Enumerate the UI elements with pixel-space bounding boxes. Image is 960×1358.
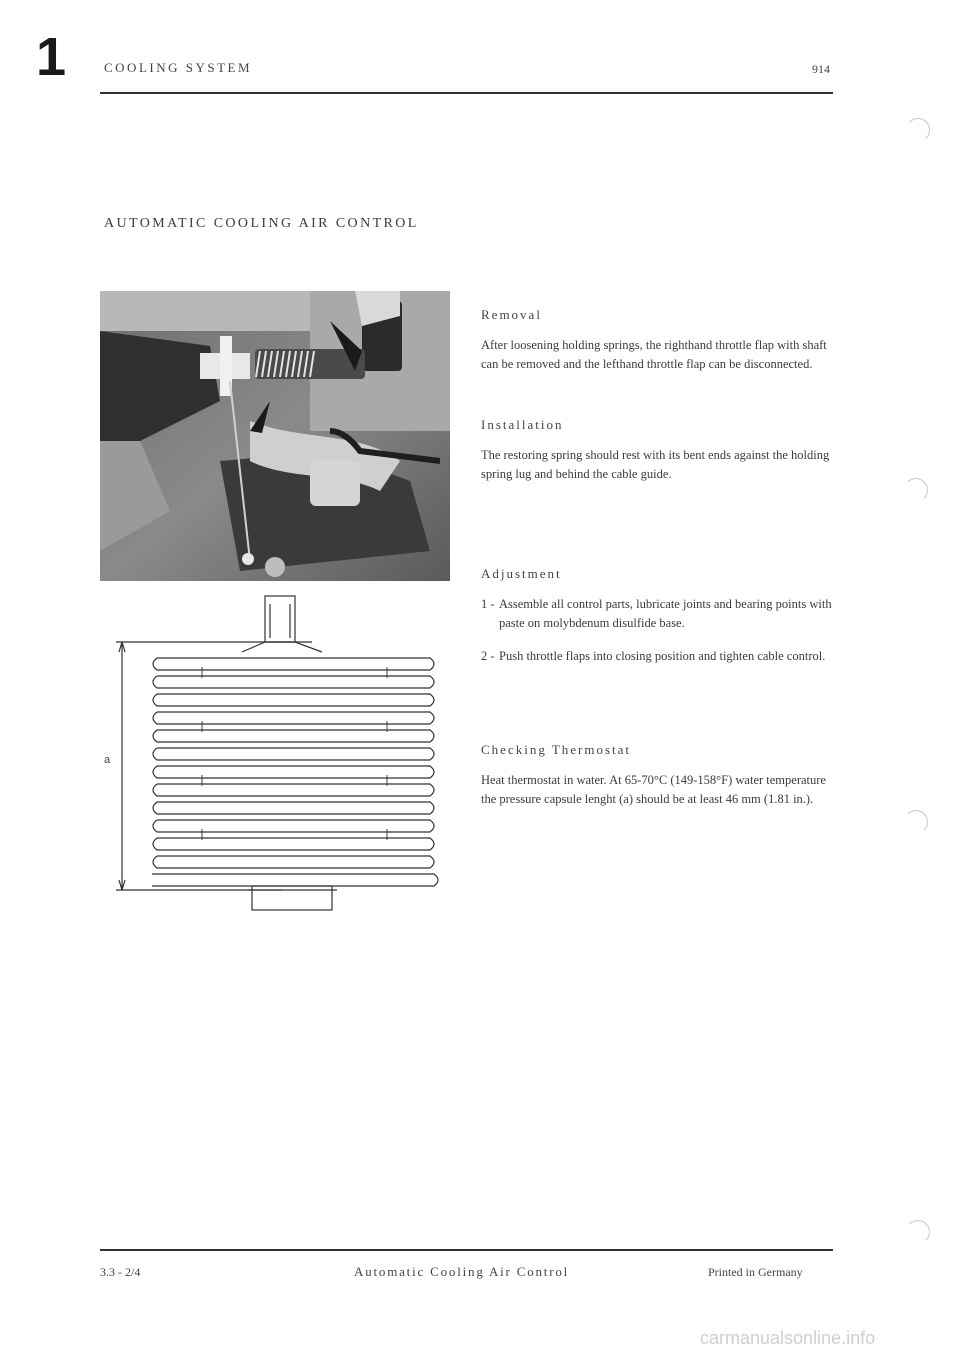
header-page-number: 914	[812, 62, 830, 76]
adjustment-item-text: Push throttle flaps into closing position and tighten cable control.	[499, 649, 826, 663]
punch-hole-mark	[904, 810, 928, 834]
footer-rule	[100, 1249, 833, 1251]
adjustment-heading: Adjustment	[481, 566, 562, 581]
pressure-capsule-diagram	[104, 594, 452, 914]
removal-section	[481, 305, 841, 374]
header-title: COOLING SYSTEM	[104, 60, 253, 75]
section-title: AUTOMATIC COOLING AIR CONTROL	[104, 216, 419, 231]
installation-section	[481, 415, 841, 484]
footer-printed: Printed in Germany	[708, 1265, 803, 1279]
adjustment-item	[481, 647, 841, 666]
removal-heading: Removal	[481, 307, 542, 322]
checking-text: Heat thermostat in water. At 65-70°C (149-158°F) water temperature the pressure capsule lenght (a) should be at least 46 mm (1.81 in.).	[481, 773, 826, 806]
dimension-label: a	[104, 754, 111, 766]
header-rule	[100, 92, 833, 94]
adjustment-item-number: 2 -	[481, 649, 495, 663]
removal-text: After loosening holding springs, the righthand throttle flap with shaft can be removed and the lefthand throttle flap can be disconnected.	[481, 338, 827, 371]
checking-section	[481, 740, 841, 809]
footer-title: Automatic Cooling Air Control	[354, 1264, 570, 1279]
adjustment-item	[481, 595, 841, 633]
watermark-text: carmanualsonline.info	[700, 1328, 876, 1348]
adjustment-section	[481, 564, 841, 666]
adjustment-item-number: 1 -	[481, 597, 495, 611]
punch-hole-mark	[904, 478, 928, 502]
installation-text: The restoring spring should rest with its bent ends against the holding spring lug and behind the cable guide.	[481, 448, 830, 481]
throttle-flap-photo	[100, 291, 450, 581]
chapter-number: 1	[36, 27, 67, 87]
footer-section-number: 3.3 - 2/4	[100, 1265, 141, 1279]
adjustment-item-text: Assemble all control parts, lubricate joints and bearing points with paste on molybdenum disulfide base.	[499, 597, 832, 630]
punch-hole-mark	[906, 118, 930, 142]
punch-hole-mark	[906, 1220, 930, 1244]
checking-heading: Checking Thermostat	[481, 742, 632, 757]
installation-heading: Installation	[481, 417, 564, 432]
